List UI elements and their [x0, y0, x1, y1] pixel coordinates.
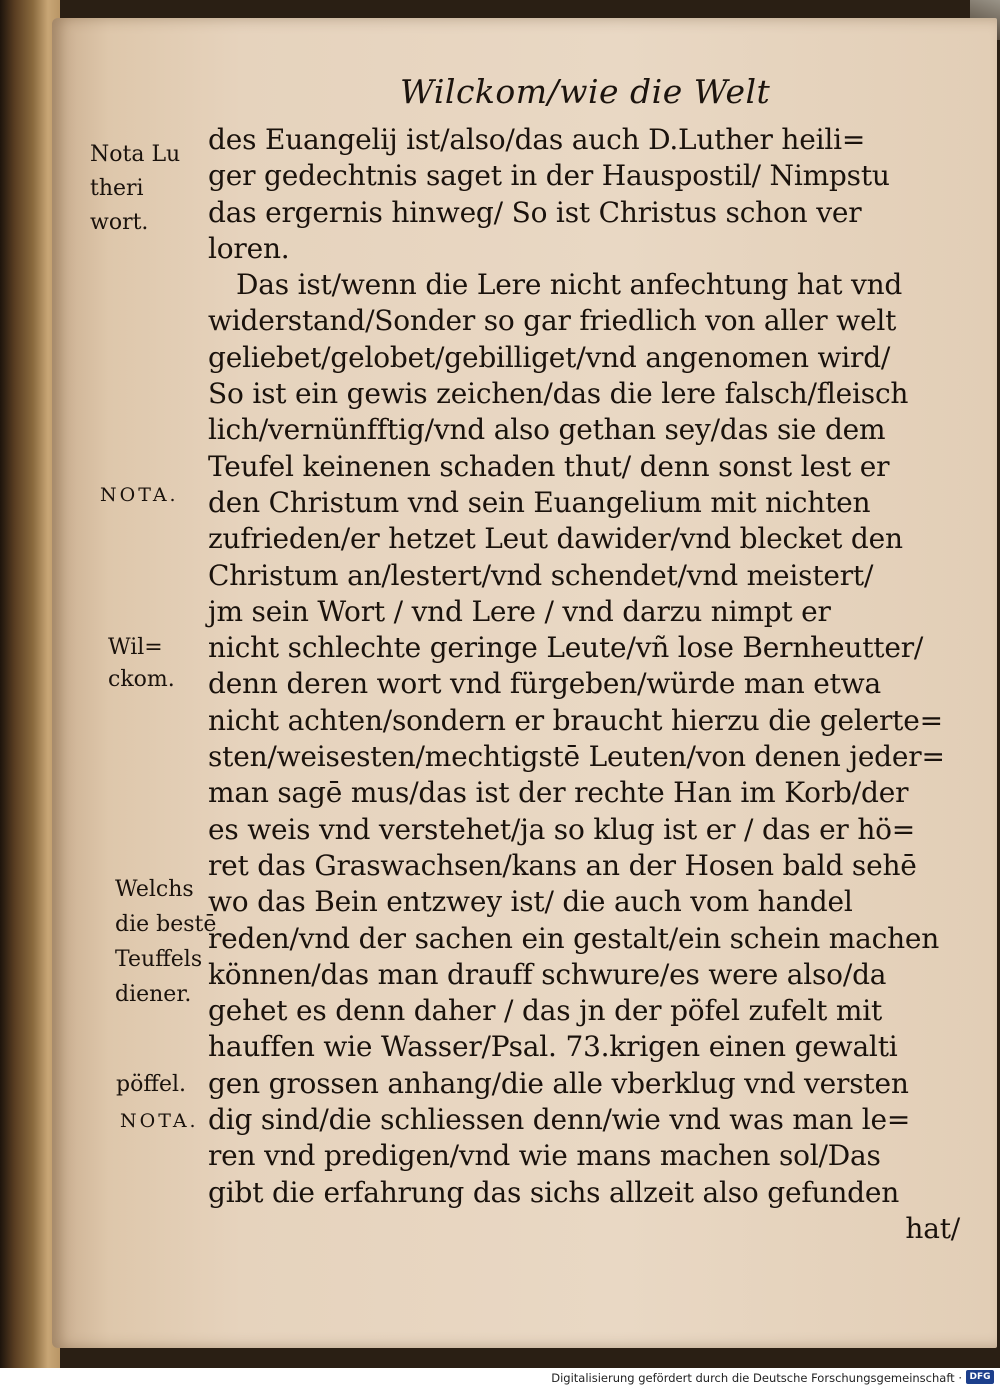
text-line: dig sind/die schliessen denn/wie vnd was man le= [208, 1103, 911, 1137]
text-line: hat/ [905, 1211, 960, 1245]
margin-line: die bestē [115, 912, 217, 937]
text-line: ret das Graswachsen/kans an der Hosen bald sehē [208, 848, 917, 882]
text-line: Teufel keinenen schaden thut/ denn sonst lest er [208, 449, 890, 483]
marginal-note-nota [100, 478, 179, 512]
text-line: gen grossen anhang/die alle vberklug vnd versten [208, 1066, 909, 1100]
text-line: es weis vnd verstehet/ja so klug ist er / das er hö= [208, 812, 916, 846]
margin-line: wort. [90, 210, 149, 235]
body-text [208, 122, 978, 1247]
margin-line: NOTA. [120, 1110, 199, 1132]
text-line: hauffen wie Wasser/Psal. 73.krigen einen gewalti [208, 1030, 898, 1064]
text-line: zufrieden/er hetzet Leut dawider/vnd blecket den [208, 522, 903, 556]
marginal-note-poeffel [116, 1068, 186, 1102]
marginal-note-nota-2 [120, 1104, 199, 1138]
margin-line: Nota Lu [90, 142, 181, 167]
marginal-note-luther [90, 138, 180, 240]
text-line: gibt die erfahrung das sichs allzeit also gefunden [208, 1175, 900, 1209]
margin-line: Teuffels [115, 947, 203, 972]
text-line: man sagē mus/das ist der rechte Han im Korb/der [208, 776, 909, 810]
margin-line: Wil= [108, 635, 163, 660]
margin-line: pöffel. [116, 1072, 187, 1097]
margin-line: ckom. [108, 667, 175, 692]
text-line: reden/vnd der sachen ein gestalt/ein schein machen [208, 921, 940, 955]
text-line: den Christum vnd sein Euangelium mit nichten [208, 485, 871, 519]
margin-line: theri [90, 176, 144, 201]
text-line: Christum an/lestert/vnd schendet/vnd meistert/ [208, 558, 874, 592]
text-line: des Euangelij ist/also/das auch D.Luther heili= [208, 123, 866, 156]
text-line: können/das man drauff schwure/es were also/da [208, 957, 887, 991]
marginal-note-wilkom [108, 632, 175, 696]
text-line: wo das Bein entzwey ist/ die auch vom handel [208, 885, 853, 919]
text-line: geliebet/gelobet/gebilliget/vnd angenomen wird/ [208, 340, 891, 374]
book-spine-edge [0, 0, 60, 1368]
text-line: widerstand/Sonder so gar friedlich von aller welt [208, 304, 897, 338]
text-line: denn deren wort vnd fürgeben/würde man etwa [208, 667, 881, 701]
running-header: Wilckom/wie die Welt [400, 72, 771, 111]
text-line: ren vnd predigen/vnd wie mans machen sol/Das [208, 1139, 881, 1173]
text-line: jm sein Wort / vnd Lere / vnd darzu nimpt er [208, 594, 831, 628]
margin-line: Welchs [115, 877, 194, 902]
text-line: So ist ein gewis zeichen/das die lere falsch/fleisch [208, 377, 909, 411]
text-line: loren. [208, 231, 290, 265]
margin-line: NOTA. [100, 484, 179, 506]
text-line: ger gedechtnis saget in der Hauspostil/ Nimpstu [208, 159, 890, 193]
text-line: nicht schlechte geringe Leute/vñ lose Bernheutter/ [208, 631, 924, 665]
text-line: nicht achten/sondern er braucht hierzu die gelerte= [208, 703, 943, 737]
marginal-note-teufels-diener [115, 872, 216, 1012]
funding-credit: Digitalisierung gefördert durch die Deutsche Forschungsgemeinschaft · [551, 1371, 962, 1385]
margin-line: diener. [115, 982, 192, 1007]
text-line: sten/weisesten/mechtigstē Leuten/von denen jeder= [208, 740, 945, 774]
text-line: gehet es denn daher / das jn der pöfel zufelt mit [208, 994, 883, 1028]
dfg-logo: DFG [966, 1370, 994, 1384]
text-line: Das ist/wenn die Lere nicht anfechtung hat vnd [236, 268, 903, 302]
text-line: das ergernis hinweg/ So ist Christus schon ver [208, 195, 862, 229]
text-line: lich/vernünfftig/vnd also gethan sey/das sie dem [208, 413, 886, 447]
